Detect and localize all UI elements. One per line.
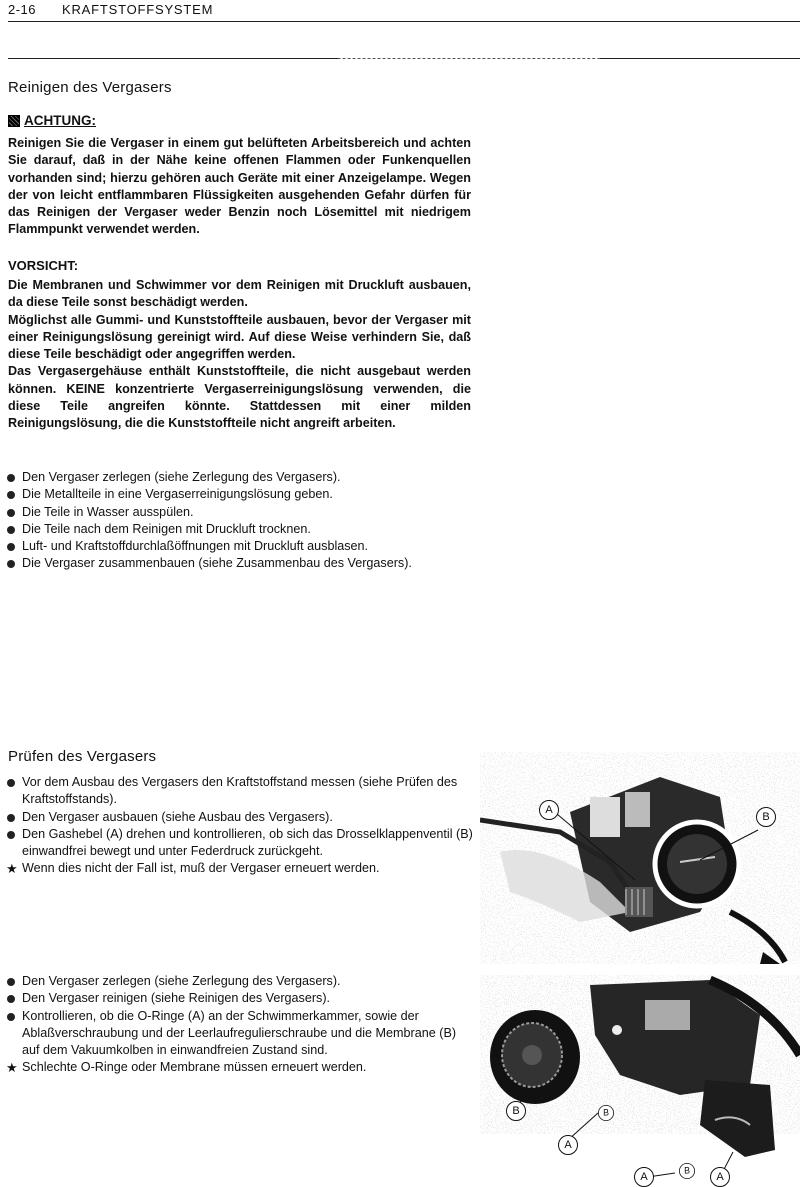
inspection-steps-2 bbox=[7, 973, 477, 1077]
caution-paragraph: Das Vergasergehäuse enthält Kunststoffteile, die nicht ausgebaut werden können. KEINE konzentrierte Vergaserreinigungslösung verwenden, die diese Teile angreifen könnte. Stattdessen mit einer milden Reinigungslösung, die die Kunststoffteile nicht angreift arbeiten. bbox=[8, 364, 471, 431]
list-item bbox=[7, 538, 477, 555]
list-item-text: Den Vergaser ausbauen (siehe Ausbau des Vergasers). bbox=[22, 809, 333, 824]
caution-paragraph: Möglichst alle Gummi- und Kunststoffteile ausbauen, bevor der Vergaser mit einer Reinigungslösung gereinigt wird. Auf diese Weise verhindern Sie, daß diese Teile beschädigt oder angegriffen werden. bbox=[8, 312, 471, 362]
caution-text bbox=[8, 277, 471, 433]
bullet-icon bbox=[7, 526, 15, 534]
callout-a: A bbox=[710, 1167, 730, 1187]
list-item bbox=[7, 486, 477, 503]
list-item-text: Die Teile nach dem Reinigen mit Druckluft trocknen. bbox=[22, 521, 311, 536]
caution-label: VORSICHT: bbox=[8, 258, 79, 273]
warning-label bbox=[8, 113, 96, 128]
list-item-text: Den Vergaser reinigen (siehe Reinigen des Vergasers). bbox=[22, 991, 331, 1006]
list-item-text: Den Vergaser zerlegen (siehe Zerlegung des Vergasers). bbox=[22, 974, 341, 988]
bullet-icon bbox=[7, 814, 15, 822]
list-item bbox=[7, 1008, 477, 1060]
bullet-icon bbox=[7, 474, 15, 482]
list-item-text: Den Gashebel (A) drehen und kontrollieren, ob sich das Drosselklappenventil (B) einwandfrei bewegt und unter Federdruck zurückgeht. bbox=[22, 826, 473, 859]
inspection-steps-1 bbox=[7, 774, 477, 878]
bullet-icon bbox=[7, 995, 15, 1003]
bullet-icon bbox=[7, 509, 15, 517]
list-item bbox=[7, 990, 477, 1007]
note-item bbox=[7, 1059, 477, 1076]
list-item-text: Die Teile in Wasser ausspülen. bbox=[22, 504, 194, 519]
warning-text: Reinigen Sie die Vergaser in einem gut belüfteten Arbeitsbereich und achten Sie darauf, daß in der Nähe keine offenen Flammen oder Funkenquellen vorhanden sind; hierzu gehören auch Geräte mit einer Anzeigelampe. Wegen der von leicht entflammbaren Flüssigkeiten ausgehenden Gefahr dürfen für das Reinigen der Vergaser weder Benzin noch Lösemittel mit niedrigem Flammpunkt verwendet werden. bbox=[8, 136, 471, 237]
section-title-inspection: Prüfen des Vergasers bbox=[8, 748, 157, 765]
list-item bbox=[7, 555, 477, 572]
note-item bbox=[7, 860, 477, 877]
page-number: 2-16 bbox=[8, 2, 37, 17]
carburetor-photo-1 bbox=[480, 752, 800, 964]
header-rule bbox=[8, 21, 800, 22]
bullet-icon bbox=[7, 1013, 15, 1021]
bullet-icon bbox=[7, 491, 15, 499]
list-item-text: Kontrollieren, ob die O-Ringe (A) an der Schwimmerkammer, sowie der Ablaßverschraubung und der Leerlaufregulierschraube und die Membrane (B) auf dem Vakuumkolben in einwandfreien Zustand sind. bbox=[22, 1008, 457, 1058]
callout-a: A bbox=[558, 1135, 578, 1155]
list-item bbox=[7, 973, 477, 990]
section-title-cleaning: Reinigen des Vergasers bbox=[8, 79, 172, 96]
callout-b: B bbox=[598, 1105, 614, 1121]
list-item-text: Die Metallteile in eine Vergaserreinigungslösung geben. bbox=[22, 487, 333, 502]
list-item bbox=[7, 774, 477, 809]
star-icon: ★ bbox=[6, 1060, 18, 1076]
carburetor-photo-2 bbox=[480, 975, 800, 1187]
bullet-icon bbox=[7, 560, 15, 568]
section-divider-right bbox=[600, 58, 800, 59]
list-item bbox=[7, 809, 477, 826]
callout-b: B bbox=[756, 807, 776, 827]
callout-b: B bbox=[679, 1163, 695, 1179]
carburetor-throttle-illustration bbox=[480, 752, 800, 964]
list-item bbox=[7, 469, 477, 486]
star-icon: ★ bbox=[6, 861, 18, 877]
cleaning-steps bbox=[7, 469, 477, 573]
warning-label-text: ACHTUNG: bbox=[24, 113, 96, 128]
list-item-text: Schlechte O-Ringe oder Membrane müssen erneuert werden. bbox=[22, 1060, 367, 1075]
list-item-text: Luft- und Kraftstoffdurchlaßöffnungen mit Druckluft ausblasen. bbox=[22, 539, 369, 554]
list-item bbox=[7, 826, 477, 861]
callout-a: A bbox=[634, 1167, 654, 1187]
list-item bbox=[7, 504, 477, 521]
list-item-text: Vor dem Ausbau des Vergasers den Kraftstoffstand messen (siehe Prüfen des Kraftstoffstands). bbox=[22, 775, 458, 807]
list-item-text: Den Vergaser zerlegen (siehe Zerlegung des Vergasers). bbox=[22, 470, 341, 484]
list-item bbox=[7, 521, 477, 538]
caution-paragraph: Die Membranen und Schwimmer vor dem Reinigen mit Druckluft ausbauen, da diese Teile sonst beschädigt werden. bbox=[8, 278, 471, 310]
list-item-text: Die Vergaser zusammenbauen (siehe Zusammenbau des Vergasers). bbox=[22, 556, 412, 571]
bullet-icon bbox=[7, 779, 15, 787]
warning-icon bbox=[8, 115, 20, 127]
callout-b: B bbox=[506, 1101, 526, 1121]
chapter-title: KRAFTSTOFFSYSTEM bbox=[62, 2, 214, 17]
callout-a: A bbox=[539, 800, 559, 820]
list-item-text: Wenn dies nicht der Fall ist, muß der Vergaser erneuert werden. bbox=[22, 861, 380, 876]
section-divider-left bbox=[8, 58, 338, 59]
carburetor-float-chamber-illustration bbox=[480, 975, 800, 1187]
bullet-icon bbox=[7, 978, 15, 986]
bullet-icon bbox=[7, 543, 15, 551]
bullet-icon bbox=[7, 831, 15, 839]
